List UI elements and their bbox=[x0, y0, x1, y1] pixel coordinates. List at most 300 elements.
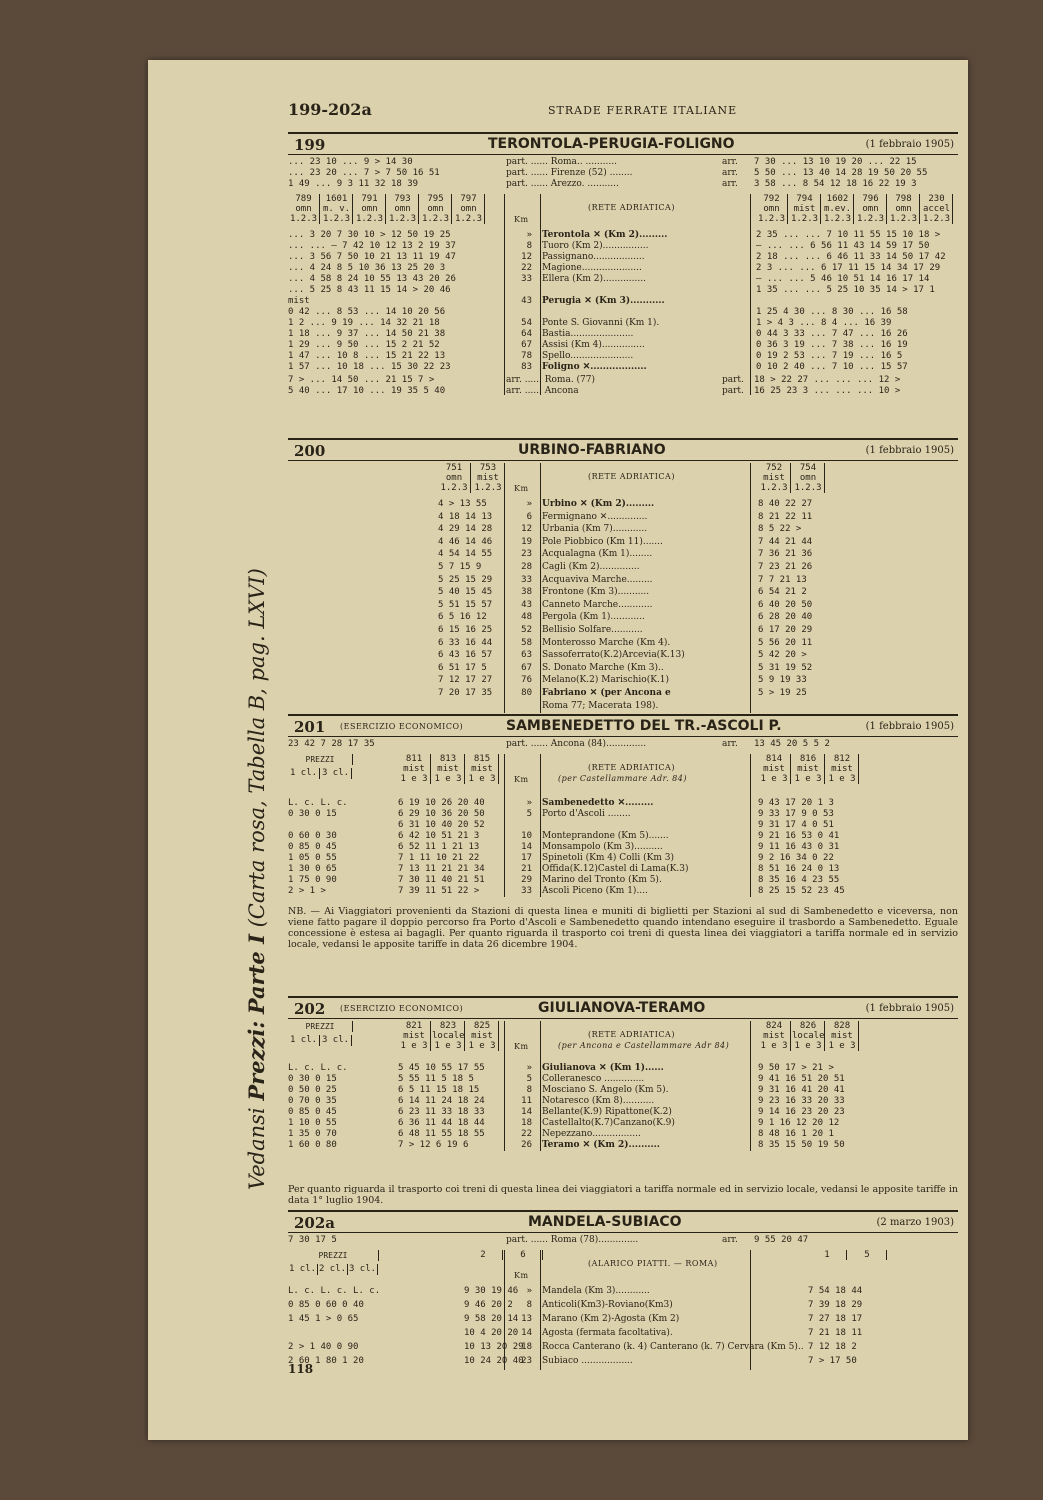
section-header bbox=[288, 1214, 958, 1233]
left-times: 1 2 ... 9 19 ... 14 32 21 18 bbox=[288, 318, 440, 328]
right-times: 5 56 20 11 bbox=[758, 637, 813, 648]
station-row bbox=[288, 853, 958, 864]
station-row bbox=[288, 798, 958, 809]
left-times: 10 24 20 40 bbox=[464, 1356, 524, 1366]
section-rule bbox=[288, 714, 958, 716]
station-row bbox=[288, 252, 958, 263]
station-row bbox=[288, 307, 958, 318]
left-times: 4 29 14 28 bbox=[438, 524, 493, 535]
km-value: 26 bbox=[521, 1140, 532, 1150]
connection-row bbox=[288, 179, 958, 190]
left-train-header: 825 mist 1 e 3 bbox=[466, 1021, 499, 1051]
fare-cells: 1 10 0 55 bbox=[288, 1118, 337, 1128]
km-value: » bbox=[526, 1286, 532, 1296]
connection-row bbox=[288, 157, 958, 168]
right-times: 7 > 17 50 bbox=[808, 1356, 857, 1366]
station-name: Marano (Km 2)-Agosta (Km 2) bbox=[542, 1314, 680, 1324]
left-times: 7 39 11 51 22 > bbox=[398, 886, 480, 896]
station-row bbox=[288, 625, 958, 636]
station-name: Teramo ✕ (Km 2).......... bbox=[542, 1140, 660, 1150]
column-divider bbox=[504, 463, 505, 713]
fare-cells: 0 60 0 30 bbox=[288, 831, 337, 841]
left-times: ... 4 58 8 24 10 55 13 43 20 26 bbox=[288, 274, 456, 284]
left-times: 6 43 16 57 bbox=[438, 650, 493, 661]
station-row bbox=[288, 886, 958, 897]
section-header bbox=[288, 442, 958, 461]
section-s201 bbox=[288, 718, 958, 915]
station-row bbox=[288, 329, 958, 340]
km-value: » bbox=[526, 499, 532, 509]
km-value: » bbox=[526, 798, 532, 808]
left-train-header: 793 omn 1.2.3 bbox=[387, 194, 419, 224]
station-name: Porto d'Ascoli ........ bbox=[542, 809, 631, 819]
station-name: Castellalto(K.7)Canzano(K.9) bbox=[542, 1118, 675, 1128]
station-row bbox=[288, 340, 958, 351]
price-col-header: 1 cl. bbox=[288, 768, 320, 779]
right-train-header: 828 mist 1 e 3 bbox=[826, 1021, 859, 1051]
left-times: ... 4 24 8 5 10 36 13 25 20 3 bbox=[288, 263, 446, 273]
station-name: Mosciano S. Angelo (Km 5). bbox=[542, 1085, 669, 1095]
station-name: Ellera (Km 2)............... bbox=[542, 274, 646, 284]
section-subtitle: (ESERCIZIO ECONOMICO) bbox=[340, 1004, 464, 1013]
km-value: 80 bbox=[521, 688, 532, 698]
left-times: 6 33 16 44 bbox=[438, 637, 493, 648]
km-value: 33 bbox=[521, 574, 532, 585]
right-times: 9 1 16 12 20 12 bbox=[758, 1118, 840, 1128]
fare-cells: 0 85 0 45 bbox=[288, 842, 337, 852]
section-title: MANDELA-SUBIACO bbox=[528, 1214, 682, 1230]
connection-right-times: 3 58 ... 8 54 12 18 16 22 19 3 bbox=[754, 179, 917, 189]
connection-right-times: 5 50 ... 13 40 14 28 19 50 20 55 bbox=[754, 168, 928, 178]
side-rest: (Carta rosa, Tabella B, pag. LXVI) bbox=[245, 568, 269, 928]
left-times: 1 29 ... 9 50 ... 15 2 21 52 bbox=[288, 340, 440, 350]
left-times: ... 3 20 7 30 10 > 12 50 19 25 bbox=[288, 230, 451, 240]
station-row bbox=[288, 549, 958, 560]
station-name: Monterosso Marche (Km 4). bbox=[542, 637, 671, 648]
station-name: Terontola ✕ (Km 2)......... bbox=[542, 230, 668, 240]
station-row bbox=[288, 1096, 958, 1107]
right-times: 7 36 21 36 bbox=[758, 549, 813, 560]
station-row bbox=[288, 842, 958, 853]
column-divider bbox=[540, 1021, 541, 1151]
right-train-header: 816 mist 1 e 3 bbox=[792, 754, 825, 784]
fare-cells: 0 85 0 45 bbox=[288, 1107, 337, 1117]
connection-station: part. ...... Ancona (84).............. bbox=[506, 739, 647, 749]
station-row bbox=[288, 864, 958, 875]
km-value: 12 bbox=[521, 252, 532, 262]
left-times: ... ... — 7 42 10 12 13 2 19 37 bbox=[288, 241, 456, 251]
station-row bbox=[288, 1328, 958, 1339]
station-name: Melano(K.2) Marischio(K.1) bbox=[542, 675, 670, 686]
station-row bbox=[288, 1342, 958, 1353]
left-times: 5 45 10 55 17 55 bbox=[398, 1063, 485, 1073]
station-name: S. Donato Marche (Km 3).. bbox=[542, 662, 664, 673]
left-times: 6 48 11 55 18 55 bbox=[398, 1129, 485, 1139]
station-name: Canneto Marche............ bbox=[542, 599, 653, 610]
connection-station: part. ...... Firenze (52) ........ bbox=[506, 168, 633, 178]
station-name: Agosta (fermata facoltativa). bbox=[542, 1328, 673, 1338]
station-row bbox=[288, 1085, 958, 1096]
fare-cells: 1 30 0 65 bbox=[288, 864, 337, 874]
left-times: 4 > 13 55 bbox=[438, 499, 487, 509]
station-name: Anticoli(Km3)-Roviano(Km3) bbox=[542, 1300, 673, 1310]
right-times: — ... ... 5 46 10 51 14 16 17 14 bbox=[756, 274, 930, 284]
left-times: 4 46 14 46 bbox=[438, 536, 493, 547]
station-name: Urbania (Km 7)............ bbox=[542, 524, 648, 535]
right-times: 9 43 17 20 1 3 bbox=[758, 798, 834, 808]
connection-station: part. ...... Roma (78).............. bbox=[506, 1235, 639, 1245]
right-train-header: 1 bbox=[808, 1250, 847, 1260]
section-date: (1 febbraio 1905) bbox=[865, 721, 954, 732]
connection-left-times: 1 49 ... 9 3 11 32 18 39 bbox=[288, 179, 419, 189]
km-value: 5 bbox=[526, 809, 532, 819]
station-name: Sambenedetto ✕......... bbox=[542, 798, 654, 808]
left-train-header: 751 omn 1.2.3 bbox=[438, 463, 471, 493]
km-value: 63 bbox=[521, 650, 532, 661]
km-value: 5 bbox=[526, 1074, 532, 1084]
connection-row bbox=[288, 1235, 958, 1246]
left-times: 7 13 11 21 21 34 bbox=[398, 864, 485, 874]
right-train-header: 5 bbox=[848, 1250, 887, 1260]
section-date: (1 febbraio 1905) bbox=[865, 139, 954, 150]
km-value: 17 bbox=[521, 853, 532, 863]
connection-right-times: 16 25 23 3 ... ... ... 10 > bbox=[754, 386, 901, 396]
left-times: 7 30 11 40 21 51 bbox=[398, 875, 485, 885]
station-row bbox=[288, 701, 958, 712]
km-value: 67 bbox=[521, 340, 532, 350]
fare-cells: L. c. L. c. bbox=[288, 1063, 348, 1073]
section-title: GIULIANOVA-TERAMO bbox=[538, 1000, 706, 1016]
km-value: » bbox=[526, 1063, 532, 1073]
left-times: 6 23 11 33 18 33 bbox=[398, 1107, 485, 1117]
km-value: 64 bbox=[521, 329, 532, 339]
km-value: 21 bbox=[521, 864, 532, 874]
km-value: 8 bbox=[526, 1085, 532, 1095]
column-divider bbox=[540, 1250, 541, 1370]
station-name: Cagli (Km 2).............. bbox=[542, 562, 640, 572]
section-number: 200 bbox=[294, 442, 326, 460]
left-times: 6 19 10 26 20 40 bbox=[398, 798, 485, 808]
station-name: Urbino ✕ (Km 2)......... bbox=[542, 499, 655, 509]
right-times: 7 21 18 11 bbox=[808, 1328, 863, 1338]
fare-cells: 0 30 0 15 bbox=[288, 809, 337, 819]
fare-cells: 0 30 0 15 bbox=[288, 1074, 337, 1084]
timetable-grid bbox=[288, 737, 958, 915]
left-times: 6 14 11 24 18 24 bbox=[398, 1096, 485, 1106]
station-row bbox=[288, 274, 958, 285]
right-times: 6 28 20 40 bbox=[758, 612, 813, 623]
km-value: 11 bbox=[521, 1096, 532, 1106]
left-train-header: 797 omn 1.2.3 bbox=[453, 194, 485, 224]
km-value: 83 bbox=[521, 362, 532, 372]
section-date: (2 marzo 1903) bbox=[876, 1217, 954, 1228]
left-train-header: 813 mist 1 e 3 bbox=[432, 754, 465, 784]
connection-right-times: 7 30 ... 13 10 19 20 ... 22 15 bbox=[754, 157, 917, 167]
fare-cells: L. c. L. c. L. c. bbox=[288, 1286, 381, 1296]
km-value: 58 bbox=[521, 637, 532, 648]
km-header: Km bbox=[514, 1271, 529, 1280]
connection-arr: arr. bbox=[722, 168, 738, 178]
station-name: Bastia...................... bbox=[542, 329, 634, 339]
km-value: 14 bbox=[521, 1107, 532, 1117]
right-times: 7 23 21 26 bbox=[758, 562, 813, 572]
station-row bbox=[288, 600, 958, 611]
km-value: 23 bbox=[521, 549, 532, 560]
section-title: TERONTOLA-PERUGIA-FOLIGNO bbox=[488, 136, 735, 152]
station-row bbox=[288, 1074, 958, 1085]
connection-arr: arr. bbox=[722, 739, 738, 749]
right-times: 9 23 16 33 20 33 bbox=[758, 1096, 845, 1106]
fare-cells: 0 85 0 60 0 40 bbox=[288, 1300, 364, 1310]
station-row bbox=[288, 351, 958, 362]
station-name: Marino del Tronto (Km 5). bbox=[542, 875, 662, 885]
station-row bbox=[288, 820, 958, 831]
left-times: 5 55 11 5 18 5 bbox=[398, 1074, 474, 1084]
section-number: 199 bbox=[294, 136, 326, 154]
connection-left-times: 7 > ... 14 50 ... 21 15 7 > bbox=[288, 375, 435, 385]
station-name: Notaresco (Km 8)........... bbox=[542, 1096, 655, 1106]
station-name: Monteprandone (Km 5)....... bbox=[542, 831, 669, 841]
right-times: 1 35 ... ... 5 25 10 35 14 > 17 1 bbox=[756, 285, 935, 295]
station-row bbox=[288, 1063, 958, 1074]
right-times: 8 35 15 50 19 50 bbox=[758, 1140, 845, 1150]
column-divider bbox=[750, 1021, 751, 1151]
station-row bbox=[288, 831, 958, 842]
page-ref: 199-202a bbox=[288, 100, 372, 119]
left-times: 9 58 20 14 bbox=[464, 1314, 519, 1324]
right-times: 8 25 15 52 23 45 bbox=[758, 886, 845, 896]
fare-cells: L. c. L. c. bbox=[288, 798, 348, 808]
right-times: 7 7 21 13 bbox=[758, 574, 807, 585]
section-number: 202a bbox=[294, 1214, 336, 1232]
station-row bbox=[288, 362, 958, 373]
station-name: Monsampolo (Km 3).......... bbox=[542, 842, 663, 852]
timetable-grid bbox=[288, 461, 958, 731]
right-times: 8 40 22 27 bbox=[758, 499, 813, 509]
connection-row bbox=[288, 375, 958, 386]
km-value: 52 bbox=[521, 625, 532, 635]
fare-cells: 2 > 1 > bbox=[288, 886, 326, 896]
station-row bbox=[288, 524, 958, 535]
left-train-header: 823 locale 1 e 3 bbox=[432, 1021, 465, 1051]
section-rule bbox=[288, 996, 958, 998]
station-name: Assisi (Km 4)............... bbox=[542, 340, 645, 350]
connection-station: arr. ...... Ancona bbox=[506, 386, 579, 396]
right-times: 0 36 3 19 ... 7 38 ... 16 19 bbox=[756, 340, 908, 350]
right-times: 7 39 18 29 bbox=[808, 1300, 863, 1310]
right-train-header: 814 mist 1 e 3 bbox=[758, 754, 791, 784]
station-name: Offida(K.12)Castel di Lama(K.3) bbox=[542, 864, 689, 874]
right-times: 8 21 22 11 bbox=[758, 511, 813, 522]
left-times: 10 4 20 20 bbox=[464, 1328, 519, 1338]
km-value: 38 bbox=[521, 587, 532, 598]
network-label: (RETE ADRIATICA) bbox=[588, 763, 675, 772]
column-divider bbox=[750, 463, 751, 713]
right-train-header: 752 mist 1.2.3 bbox=[758, 463, 791, 493]
side-parte: Parte I bbox=[244, 934, 269, 1015]
km-header: Km bbox=[514, 215, 529, 224]
station-name: Spello...................... bbox=[542, 351, 634, 361]
station-name: Giulianova ✕ (Km 1)...... bbox=[542, 1063, 664, 1073]
station-row bbox=[288, 675, 958, 686]
km-value: 12 bbox=[521, 524, 532, 535]
connection-left-times: 5 40 ... 17 10 ... 19 35 5 40 bbox=[288, 386, 446, 396]
section-date: (1 febbraio 1905) bbox=[865, 1003, 954, 1014]
fare-cells: 1 05 0 55 bbox=[288, 853, 337, 863]
fare-cells: 0 70 0 35 bbox=[288, 1096, 337, 1106]
left-times: 9 46 20 2 bbox=[464, 1300, 513, 1310]
km-value: 13 bbox=[521, 1314, 532, 1324]
right-train-header: 754 omn 1.2.3 bbox=[792, 463, 825, 493]
left-times: 6 42 10 51 21 3 bbox=[398, 831, 480, 841]
connection-row bbox=[288, 739, 958, 750]
km-value: 28 bbox=[521, 562, 532, 572]
right-times: 7 44 21 44 bbox=[758, 536, 813, 547]
right-times: 2 18 ... ... 6 46 11 33 14 50 17 42 bbox=[756, 252, 946, 262]
connection-right-times: 13 45 20 5 5 2 bbox=[754, 739, 830, 749]
fare-cells: 2 > 1 40 0 90 bbox=[288, 1342, 359, 1352]
section-subtitle: (ESERCIZIO ECONOMICO) bbox=[340, 722, 464, 731]
fare-cells: 1 60 0 80 bbox=[288, 1140, 337, 1150]
station-row bbox=[288, 575, 958, 586]
right-times: 6 54 21 2 bbox=[758, 587, 807, 598]
station-name: Mandela (Km 3)............ bbox=[542, 1286, 650, 1296]
left-times: 7 > 12 6 19 6 bbox=[398, 1140, 469, 1150]
left-times: ... 5 25 8 43 11 15 14 > 20 46 bbox=[288, 285, 451, 295]
section-s199 bbox=[288, 136, 958, 455]
station-row bbox=[288, 809, 958, 820]
connection-left-times: 7 30 17 5 bbox=[288, 1235, 337, 1245]
connection-station: part. ...... Roma.. ........... bbox=[506, 157, 617, 167]
left-train-header: 811 mist 1 e 3 bbox=[398, 754, 431, 784]
station-row bbox=[288, 663, 958, 674]
column-divider bbox=[750, 194, 751, 395]
left-times: 7 1 11 10 21 22 bbox=[398, 853, 480, 863]
network-label: (RETE ADRIATICA) bbox=[588, 1030, 675, 1039]
column-divider bbox=[540, 194, 541, 395]
station-row bbox=[288, 1118, 958, 1129]
km-value: » bbox=[526, 230, 532, 240]
prices-header: PREZZI bbox=[288, 1250, 379, 1261]
km-value: 18 bbox=[521, 1342, 532, 1352]
side-reference bbox=[244, 568, 269, 1190]
right-times: 7 27 18 17 bbox=[808, 1314, 863, 1324]
left-train-header: 815 mist 1 e 3 bbox=[466, 754, 499, 784]
right-train-header: 826 locale 1 e 3 bbox=[792, 1021, 825, 1051]
station-name: Passignano.................. bbox=[542, 252, 645, 262]
right-times: 7 12 18 2 bbox=[808, 1342, 857, 1352]
km-value: 33 bbox=[521, 274, 532, 284]
km-value: 19 bbox=[521, 536, 532, 547]
right-times: 9 21 16 53 0 41 bbox=[758, 831, 840, 841]
station-name: Acquaviva Marche......... bbox=[542, 574, 653, 585]
network-label: (ALARICO PIATTI. — ROMA) bbox=[588, 1259, 718, 1268]
km-value: 6 bbox=[526, 511, 532, 522]
station-name: Sassoferrato(K.2)Arcevia(K.13) bbox=[542, 650, 685, 661]
left-times: 6 5 11 15 18 15 bbox=[398, 1085, 480, 1095]
connection-row bbox=[288, 386, 958, 397]
km-header: Km bbox=[514, 1042, 529, 1051]
station-name: Rocca Canterano (k. 4) Canterano (k. 7) Cervara (Km 5).. bbox=[542, 1342, 804, 1352]
station-row bbox=[288, 688, 958, 699]
side-prezzi: Prezzi: bbox=[244, 1020, 269, 1101]
connection-left-times: ... 23 10 ... 9 > 14 30 bbox=[288, 157, 413, 167]
left-times: 6 5 16 12 bbox=[438, 612, 487, 623]
right-times: 8 51 16 24 0 13 bbox=[758, 864, 840, 874]
right-train-header: 798 omn 1.2.3 bbox=[888, 194, 920, 224]
left-times: 7 20 17 35 bbox=[438, 688, 493, 698]
running-title: STRADE FERRATE ITALIANE bbox=[548, 104, 738, 117]
station-row bbox=[288, 285, 958, 296]
right-times: 2 35 ... ... 7 10 11 55 15 10 18 > bbox=[756, 230, 941, 240]
timetable-grid bbox=[288, 155, 958, 455]
right-times: — ... ... 6 56 11 43 14 59 17 50 bbox=[756, 241, 930, 251]
station-row bbox=[288, 499, 958, 510]
section-s202 bbox=[288, 1000, 958, 1179]
left-times: 5 25 15 29 bbox=[438, 574, 493, 585]
right-times: 5 > 19 25 bbox=[758, 688, 807, 698]
km-value: 8 bbox=[526, 241, 532, 251]
section-header bbox=[288, 1000, 958, 1019]
station-row bbox=[288, 296, 958, 307]
left-times: ... 3 56 7 50 10 21 13 11 19 47 bbox=[288, 252, 456, 262]
right-times: 6 17 20 29 bbox=[758, 625, 813, 635]
km-value: 76 bbox=[521, 675, 532, 686]
right-times: 8 48 16 1 20 1 bbox=[758, 1129, 834, 1139]
left-times: 6 31 10 40 20 52 bbox=[398, 820, 485, 830]
station-name: Pole Piobbico (Km 11)....... bbox=[542, 536, 663, 547]
left-train-header: 789 omn 1.2.3 bbox=[288, 194, 320, 224]
right-train-header: 1602 m.ev. 1.2.3 bbox=[822, 194, 854, 224]
station-row bbox=[288, 1107, 958, 1118]
section-number: 202 bbox=[294, 1000, 326, 1018]
column-divider bbox=[750, 1250, 751, 1370]
left-times: 6 52 11 1 21 13 bbox=[398, 842, 480, 852]
right-train-header: 792 omn 1.2.3 bbox=[756, 194, 788, 224]
station-row bbox=[288, 1140, 958, 1151]
column-divider bbox=[504, 194, 505, 395]
section-number: 201 bbox=[294, 718, 326, 736]
right-times: 9 33 17 9 0 53 bbox=[758, 809, 834, 819]
km-header: Km bbox=[514, 484, 529, 493]
left-times: 6 51 17 5 bbox=[438, 662, 487, 673]
km-value: 22 bbox=[521, 1129, 532, 1139]
left-train-header: 795 omn 1.2.3 bbox=[420, 194, 452, 224]
station-name: Spinetoli (Km 4) Colli (Km 3) bbox=[542, 853, 674, 863]
section-title: SAMBENEDETTO DEL TR.-ASCOLI P. bbox=[506, 718, 782, 734]
station-row bbox=[288, 638, 958, 649]
section-rule bbox=[288, 1210, 958, 1212]
connection-arr: arr. bbox=[722, 157, 738, 167]
section-s200 bbox=[288, 442, 958, 731]
connection-station: arr. ...... Roma. (77) bbox=[506, 375, 596, 385]
km-value: 78 bbox=[521, 351, 532, 361]
station-name: Tuoro (Km 2)................ bbox=[542, 241, 649, 251]
price-col-header: 3 cl. bbox=[320, 1035, 352, 1046]
left-train-header: 2 bbox=[464, 1250, 503, 1260]
left-train-header: 1601 m. v. 1.2.3 bbox=[321, 194, 353, 224]
km-value: 18 bbox=[521, 1118, 532, 1128]
right-times: 1 > 4 3 ... 8 4 ... 16 39 bbox=[756, 318, 892, 328]
column-divider bbox=[504, 754, 505, 897]
left-times: 4 54 14 55 bbox=[438, 549, 493, 560]
left-times: 6 36 11 44 18 44 bbox=[398, 1118, 485, 1128]
connection-left-times: ... 23 20 ... 7 > 7 50 16 51 bbox=[288, 168, 440, 178]
section-header bbox=[288, 718, 958, 737]
prices-header: PREZZI bbox=[288, 754, 353, 765]
right-times: 5 31 19 52 bbox=[758, 662, 813, 673]
station-name: Pergola (Km 1)............ bbox=[542, 612, 645, 623]
